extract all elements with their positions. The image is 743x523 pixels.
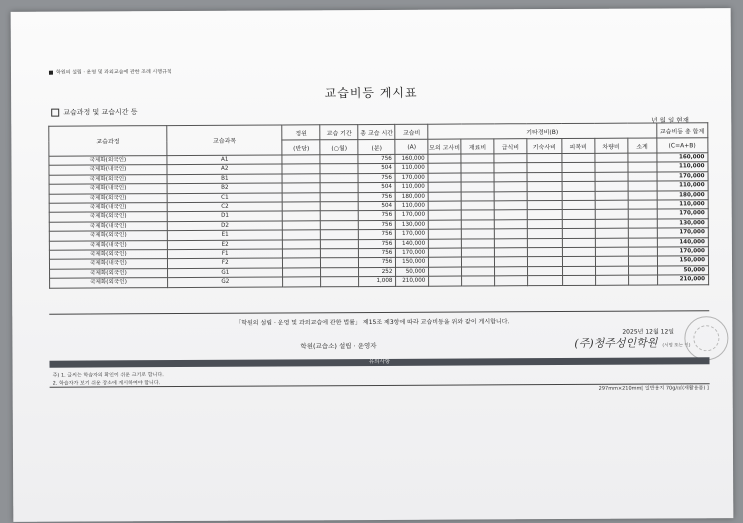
note-2: 2. 학습자가 보기 쉬운 장소에 게시하여야 합니다. — [52, 380, 161, 387]
period-cell — [321, 230, 359, 240]
mock-exam-cell — [429, 248, 462, 258]
meals-cell — [494, 248, 527, 258]
subject-cell: F1 — [168, 249, 283, 259]
hours-cell: 252 — [359, 267, 396, 277]
subject-cell: B2 — [167, 183, 282, 193]
period-cell — [321, 267, 359, 277]
vehicle-cell — [595, 247, 628, 257]
tuition-cell: 140,000 — [396, 239, 429, 249]
meals-cell — [495, 257, 528, 267]
capacity-cell — [282, 174, 320, 184]
course-cell: 국제화(외국인) — [49, 212, 167, 222]
meals-cell — [494, 154, 527, 164]
grand-total-cell: 110,000 — [657, 200, 709, 210]
meals-cell — [494, 210, 527, 220]
materials-cell — [461, 201, 494, 211]
course-cell: 국제화(내국인) — [49, 203, 167, 213]
meals-cell — [494, 201, 527, 211]
clothing-cell — [562, 191, 595, 201]
capacity-cell — [283, 211, 321, 221]
meals-cell — [494, 163, 527, 173]
header-materials: 재료비 — [461, 139, 494, 154]
dormitory-cell — [527, 229, 562, 239]
tuition-cell: 180,000 — [396, 192, 429, 202]
seal-label: (서명 또는 인) — [662, 343, 691, 349]
vehicle-cell — [595, 266, 628, 276]
date-header: 년 월 일 현재 — [651, 116, 689, 125]
materials-cell — [461, 229, 494, 239]
vehicle-cell — [595, 191, 628, 201]
mock-exam-cell — [428, 163, 461, 173]
header-tuition-unit: (A) — [395, 139, 428, 154]
header-tuition: 교습비 — [395, 124, 428, 139]
materials-cell — [461, 163, 494, 173]
notice-paper — [11, 8, 734, 522]
grand-total-cell: 170,000 — [657, 209, 709, 219]
subject-cell: D2 — [167, 221, 282, 231]
dormitory-cell — [527, 201, 562, 211]
clothing-cell — [562, 219, 595, 229]
vehicle-cell — [595, 163, 628, 173]
dormitory-cell — [527, 154, 562, 164]
grand-total-cell: 170,000 — [657, 247, 709, 257]
hours-cell: 1,008 — [359, 277, 396, 287]
vehicle-cell — [595, 181, 628, 191]
mock-exam-cell — [428, 210, 461, 220]
period-cell — [320, 164, 358, 174]
period-cell — [321, 211, 359, 221]
hours-cell: 504 — [358, 183, 395, 193]
capacity-cell — [283, 258, 321, 268]
header-mock-exam: 모의 고사비 — [428, 139, 461, 154]
header-hours-unit: (분) — [358, 139, 395, 154]
meals-cell — [494, 238, 527, 248]
mock-exam-cell — [429, 276, 462, 286]
capacity-cell — [283, 277, 321, 287]
hours-cell: 756 — [359, 248, 396, 258]
capacity-cell — [282, 202, 320, 212]
header-meals: 급식비 — [494, 139, 527, 154]
dormitory-cell — [527, 219, 562, 229]
period-cell — [321, 220, 359, 230]
materials-cell — [462, 248, 495, 258]
subtotal-cell — [628, 172, 657, 182]
materials-cell — [462, 239, 495, 249]
capacity-cell — [283, 249, 321, 259]
course-cell: 국제화(외국인) — [49, 174, 167, 184]
subtotal-cell — [628, 247, 657, 257]
tuition-cell: 130,000 — [396, 220, 429, 230]
header-capacity: 정원 — [282, 125, 320, 140]
law-reference: 학원의 설립 · 운영 및 과외교습에 관한 조례 시행규칙 — [49, 68, 172, 76]
subject-cell: E2 — [168, 240, 283, 250]
note-1: 주) 1. 글씨는 학습자의 확인이 쉬운 크기로 합니다. — [52, 372, 164, 379]
dormitory-cell — [527, 238, 562, 248]
document-title: 교습비등 게시표 — [324, 85, 418, 101]
subtotal-cell — [628, 275, 657, 285]
meals-cell — [494, 220, 527, 230]
tuition-cell: 110,000 — [395, 182, 428, 192]
period-cell — [321, 202, 359, 212]
capacity-cell — [283, 221, 321, 231]
meals-cell — [495, 276, 528, 286]
checkbox-square-icon — [51, 109, 59, 117]
hours-cell: 756 — [358, 154, 395, 164]
capacity-cell — [283, 230, 321, 240]
grand-total-cell: 130,000 — [657, 219, 709, 229]
capacity-cell — [283, 268, 321, 278]
vehicle-cell — [595, 210, 628, 220]
period-cell — [321, 239, 359, 249]
capacity-cell — [282, 164, 320, 174]
hours-cell: 504 — [359, 201, 396, 211]
period-cell — [321, 249, 359, 259]
grand-total-cell: 160,000 — [656, 153, 708, 163]
official-seal-icon — [684, 316, 728, 360]
materials-cell — [461, 210, 494, 220]
header-grand-total: 교습비등 총 합계 — [656, 123, 708, 138]
mock-exam-cell — [428, 201, 461, 211]
mock-exam-cell — [429, 267, 462, 277]
subtotal-cell — [628, 238, 657, 248]
period-cell — [320, 192, 358, 202]
materials-cell — [462, 276, 495, 286]
header-dormitory: 기숙사비 — [527, 139, 562, 154]
dormitory-cell — [527, 257, 562, 267]
operator-label: 학원(교습소) 설립 · 운영자 — [300, 341, 377, 351]
clothing-cell — [562, 172, 595, 182]
clothing-cell — [562, 276, 595, 286]
materials-cell — [461, 154, 494, 164]
subtotal-cell — [628, 266, 657, 276]
legal-notice: 「학원의 설립 · 운영 및 과외교습에 관한 법률」 제15조 제3항에 따라 교습비등을 위와 같이 게시합니다. — [235, 318, 510, 327]
period-cell — [320, 155, 358, 165]
subject-cell: A1 — [167, 155, 282, 165]
meals-cell — [494, 229, 527, 239]
materials-cell — [462, 267, 495, 277]
course-cell: 국제화(외국인) — [50, 268, 168, 278]
capacity-cell — [282, 155, 320, 165]
header-subtotal: 소계 — [628, 138, 657, 153]
course-cell: 국제화(내국인) — [49, 259, 167, 269]
subject-cell: C2 — [167, 202, 282, 212]
header-vehicle: 차량비 — [595, 138, 628, 153]
subject-cell: A2 — [167, 164, 282, 174]
tuition-cell: 170,000 — [396, 229, 429, 239]
dormitory-cell — [527, 248, 562, 258]
tuition-cell: 150,000 — [396, 258, 429, 268]
vehicle-cell — [595, 228, 628, 238]
meals-cell — [495, 267, 528, 277]
tuition-cell: 50,000 — [396, 267, 429, 277]
clothing-cell — [562, 153, 595, 163]
hours-cell: 756 — [359, 220, 396, 230]
subtotal-cell — [628, 228, 657, 238]
vehicle-cell — [595, 153, 628, 163]
hours-cell: 504 — [358, 164, 395, 174]
vehicle-cell — [595, 172, 628, 182]
dormitory-cell — [527, 172, 562, 182]
materials-cell — [461, 173, 494, 183]
subtotal-cell — [628, 181, 657, 191]
fee-table-body — [49, 153, 709, 288]
hours-cell: 756 — [359, 192, 396, 202]
subtotal-cell — [628, 200, 657, 210]
grand-total-cell: 210,000 — [657, 275, 709, 285]
mock-exam-cell — [429, 229, 462, 239]
subject-cell: D1 — [167, 211, 282, 221]
subject-cell: F2 — [168, 258, 283, 268]
divider — [49, 310, 709, 314]
header-subject: 교습과목 — [167, 125, 282, 156]
subject-cell: G2 — [168, 277, 283, 287]
header-grand-total-formula: (C=A+B) — [656, 138, 708, 153]
vehicle-cell — [595, 257, 628, 267]
grand-total-cell: 140,000 — [657, 237, 709, 247]
dormitory-cell — [527, 191, 562, 201]
vehicle-cell — [595, 275, 628, 285]
grand-total-cell: 150,000 — [657, 256, 709, 266]
tuition-cell: 170,000 — [395, 173, 428, 183]
paper-info: 297mm×210mm[ 일반용지 70g/㎡(재활용품) ] — [598, 385, 709, 392]
capacity-cell — [282, 183, 320, 193]
section-heading: 교습과정 및 교습시간 등 — [51, 107, 137, 117]
clothing-cell — [562, 257, 595, 267]
grand-total-cell: 50,000 — [657, 266, 709, 276]
vehicle-cell — [595, 219, 628, 229]
subject-cell: C1 — [167, 193, 282, 203]
mock-exam-cell — [429, 257, 462, 267]
tuition-cell: 210,000 — [396, 276, 429, 286]
mock-exam-cell — [428, 154, 461, 164]
clothing-cell — [562, 163, 595, 173]
dormitory-cell — [527, 266, 562, 276]
course-cell: 국제화(내국인) — [49, 240, 167, 250]
issue-date: 2025년 12월 12일 — [622, 328, 675, 336]
subject-cell: G1 — [168, 268, 283, 278]
subtotal-cell — [628, 153, 657, 163]
grand-total-cell: 110,000 — [657, 181, 709, 191]
clothing-cell — [562, 182, 595, 192]
course-cell: 국제화(외국인) — [49, 193, 167, 203]
grand-total-cell: 170,000 — [657, 228, 709, 238]
materials-cell — [461, 191, 494, 201]
fee-table — [48, 122, 709, 288]
subtotal-cell — [628, 256, 657, 266]
grand-total-cell: 180,000 — [657, 190, 709, 200]
dormitory-cell — [528, 276, 563, 286]
mock-exam-cell — [429, 239, 462, 249]
course-cell: 국제화(내국인) — [49, 221, 167, 231]
tuition-cell: 110,000 — [395, 164, 428, 174]
clothing-cell — [562, 200, 595, 210]
header-capacity-unit: (반당) — [282, 140, 320, 155]
subtotal-cell — [628, 162, 657, 172]
header-period: 교습 기간 — [320, 125, 358, 140]
header-period-unit: (○월) — [320, 140, 358, 155]
vehicle-cell — [595, 238, 628, 248]
period-cell — [320, 183, 358, 193]
mock-exam-cell — [428, 192, 461, 202]
clothing-cell — [562, 238, 595, 248]
capacity-cell — [282, 192, 320, 202]
mock-exam-cell — [428, 182, 461, 192]
tuition-cell: 170,000 — [396, 211, 429, 221]
meals-cell — [494, 172, 527, 182]
mock-exam-cell — [429, 220, 462, 230]
materials-cell — [461, 220, 494, 230]
clothing-cell — [562, 229, 595, 239]
tuition-cell: 160,000 — [395, 154, 428, 164]
signature: (주)청주성인학원 — [574, 336, 658, 350]
course-cell: 국제화(외국인) — [49, 250, 167, 260]
hours-cell: 756 — [359, 239, 396, 249]
meals-cell — [494, 182, 527, 192]
hours-cell: 756 — [359, 258, 396, 268]
subtotal-cell — [628, 191, 657, 201]
tuition-cell: 170,000 — [396, 248, 429, 258]
header-other-fees: 기타경비(B) — [428, 123, 656, 139]
capacity-cell — [283, 239, 321, 249]
materials-cell — [462, 257, 495, 267]
hours-cell: 756 — [358, 173, 395, 183]
period-cell — [321, 258, 359, 268]
period-cell — [321, 277, 359, 287]
grand-total-cell: 170,000 — [657, 172, 709, 182]
period-cell — [320, 173, 358, 183]
subject-cell: E1 — [168, 230, 283, 240]
header-total-hours: 총 교습 시간 — [358, 124, 395, 139]
header-clothing: 피복비 — [562, 138, 595, 153]
subject-cell: B1 — [167, 174, 282, 184]
bullet-square-icon — [49, 70, 53, 74]
course-cell: 국제화(외국인) — [50, 278, 168, 288]
subtotal-cell — [628, 219, 657, 229]
meals-cell — [494, 191, 527, 201]
clothing-cell — [562, 210, 595, 220]
hours-cell: 756 — [359, 230, 396, 240]
header-course: 교습과정 — [49, 126, 167, 157]
clothing-cell — [562, 266, 595, 276]
vehicle-cell — [595, 200, 628, 210]
clothing-cell — [562, 247, 595, 257]
materials-cell — [461, 182, 494, 192]
course-cell: 국제화(외국인) — [49, 231, 167, 241]
dormitory-cell — [527, 210, 562, 220]
dormitory-cell — [527, 163, 562, 173]
grand-total-cell: 110,000 — [656, 162, 708, 172]
mock-exam-cell — [428, 173, 461, 183]
course-cell: 국제화(내국인) — [49, 165, 167, 175]
course-cell: 국제화(내국인) — [49, 184, 167, 194]
hours-cell: 756 — [359, 211, 396, 221]
subtotal-cell — [628, 209, 657, 219]
tuition-cell: 110,000 — [396, 201, 429, 211]
dormitory-cell — [527, 182, 562, 192]
caution-banner: 유의사항 — [49, 357, 709, 367]
course-cell: 국제화(외국인) — [49, 156, 167, 166]
